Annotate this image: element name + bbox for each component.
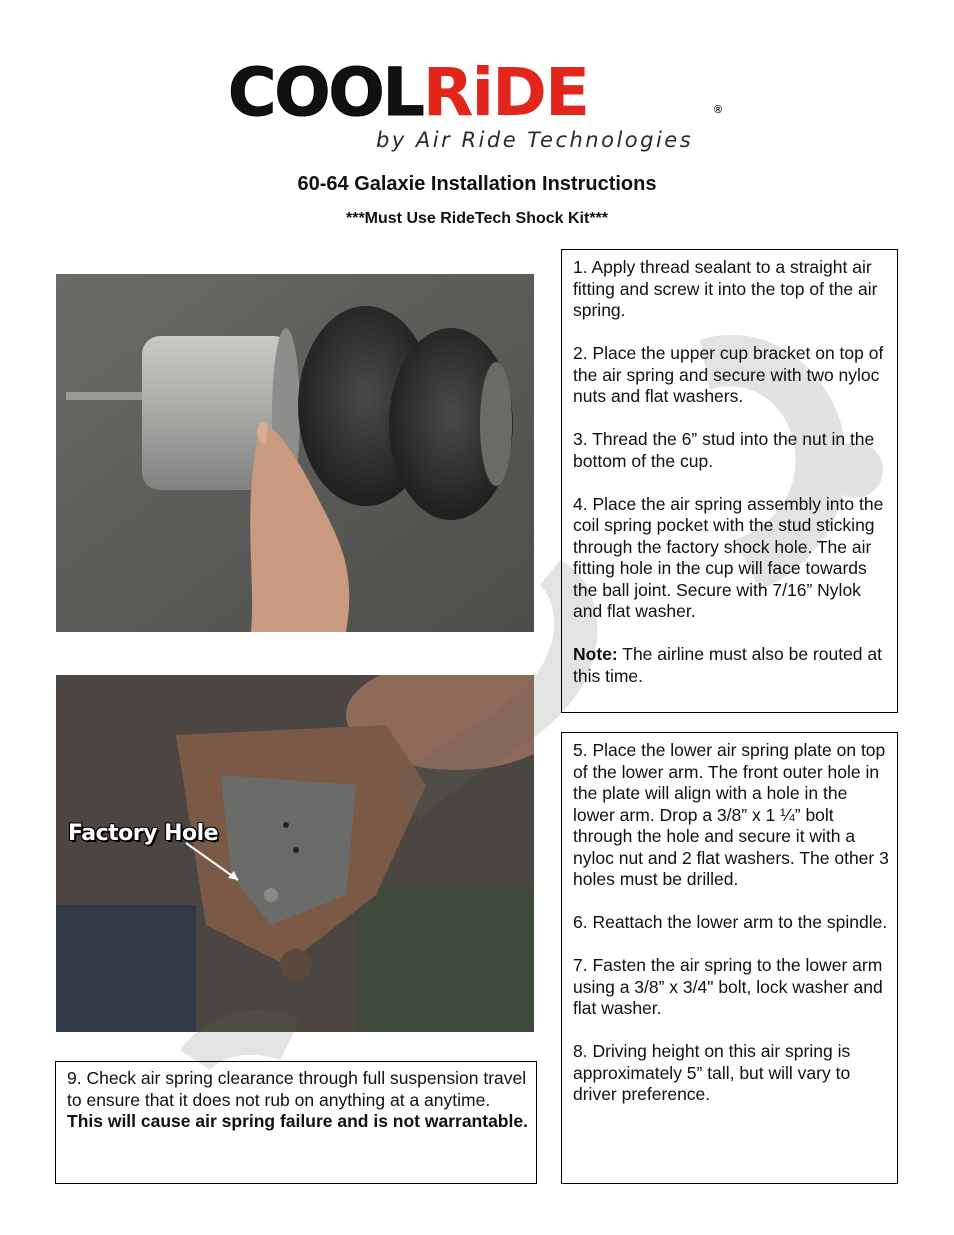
logo-cool-text: COOL [228, 54, 423, 131]
step-2: 2. Place the upper cup bracket on top of the air spring and secure with two nyloc nuts and flat washers. [573, 343, 884, 406]
instructions-box-steps-1-4 [561, 249, 898, 713]
page-subtitle: ***Must Use RideTech Shock Kit*** [346, 210, 608, 227]
step-5: 5. Place the lower air spring plate on top of the lower arm. The front outer hole in the plate will align with a hole in the lower arm. Drop a 3/8” x 1 ¼” bolt through the hole and secure it with a nyloc nut and 2 flat washers. The other 3 holes must be drilled. [573, 740, 889, 889]
step-8: 8. Driving height on this air spring is approximately 5” tall, but will vary to driver preference. [573, 1041, 851, 1104]
step-9-text: 9. Check air spring clearance through full suspension travel to ensure that it does not rub on anything at a anytime. [67, 1068, 527, 1110]
logo-ride-text: RiDE [422, 54, 589, 131]
page-title: 60-64 Galaxie Installation Instructions [297, 173, 657, 195]
logo-tagline: by Air Ride Technologies [376, 128, 694, 152]
step-3: 3. Thread the 6” stud into the nut in the bottom of the cup. [573, 429, 875, 471]
registered-mark: ® [714, 104, 723, 116]
air-spring-illustration [56, 274, 534, 632]
step-9 [67, 1068, 528, 1133]
logo-wordmark [228, 54, 589, 131]
lower-arm-illustration [56, 675, 534, 1032]
factory-hole-label: Factory Hole [68, 821, 219, 846]
coolride-logo [228, 54, 728, 155]
note-text: The airline must also be routed at this time. [573, 644, 882, 686]
step-9-warning: This will cause air spring failure and is not warrantable. [67, 1111, 528, 1131]
step-6: 6. Reattach the lower arm to the spindle. [573, 912, 888, 932]
instructions-box-steps-5-8 [561, 732, 898, 1184]
step-7: 7. Fasten the air spring to the lower arm using a 3/8” x 3/4" bolt, lock washer and flat washer. [573, 955, 883, 1018]
air-spring-photo [56, 274, 534, 632]
note [573, 644, 889, 687]
note-label: Note: [573, 644, 618, 664]
step-4: 4. Place the air spring assembly into the coil spring pocket with the stud sticking through the factory shock hole. The air fitting hole in the cup will face towards the ball joint. Secure with 7/16” Nylok and flat washer. [573, 493, 884, 621]
instructions-box-step-9 [55, 1061, 537, 1184]
lower-arm-photo [56, 675, 534, 1032]
step-1: 1. Apply thread sealant to a straight air fitting and screw it into the top of the air spring. [573, 257, 878, 320]
